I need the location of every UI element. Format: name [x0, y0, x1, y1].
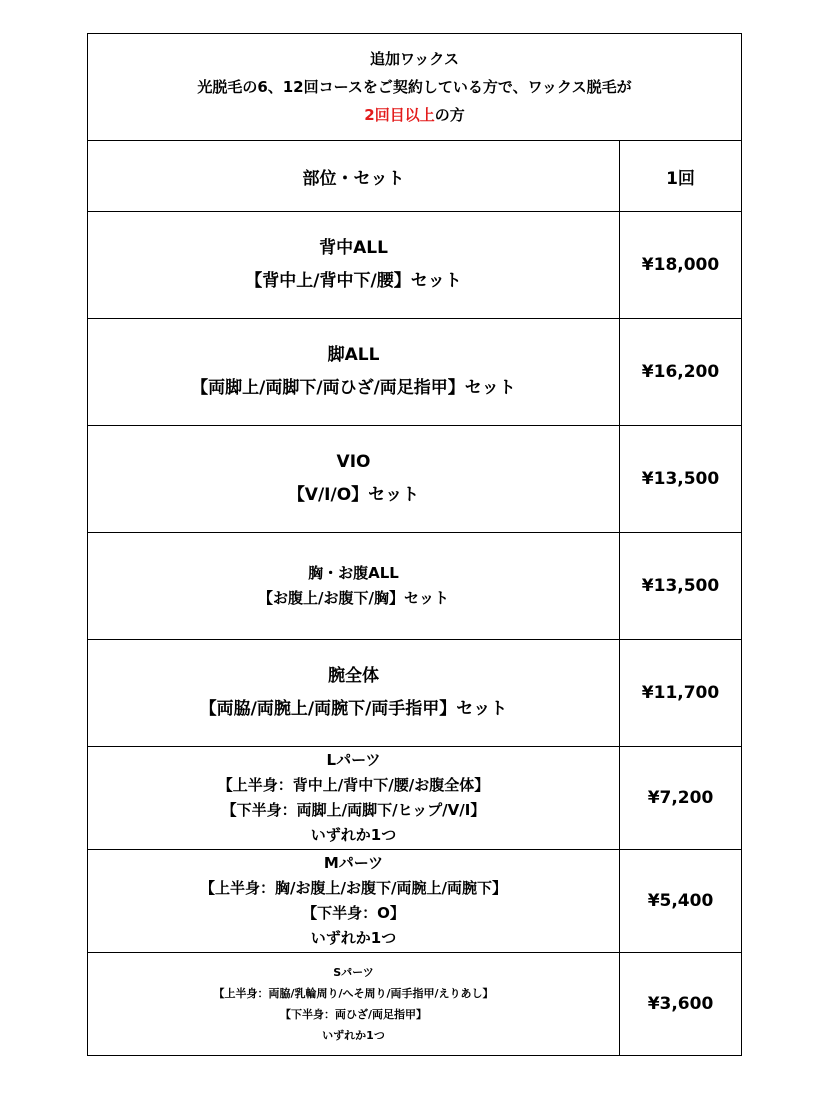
header-row: [88, 34, 742, 141]
item-title: VIO: [336, 452, 371, 472]
item-cell: [88, 953, 620, 1056]
item-cell: [88, 850, 620, 953]
column-header-row: [88, 141, 742, 212]
item-title: 腕全体: [328, 666, 379, 686]
item-cell: [88, 640, 620, 747]
column-header-price: 1回: [620, 141, 742, 212]
price-value: ¥3,600: [620, 953, 742, 1056]
price-value: ¥13,500: [620, 426, 742, 533]
header-condition-suffix: の方: [434, 106, 465, 124]
table-row: [88, 640, 742, 747]
column-header-item: 部位・セット: [88, 141, 620, 212]
table-row: [88, 212, 742, 319]
table-row: [88, 953, 742, 1056]
item-note: いずれか1つ: [310, 826, 397, 844]
table-row: [88, 850, 742, 953]
item-cell: [88, 212, 620, 319]
item-detail: 【お腹上/お腹下/胸】セット: [258, 589, 449, 607]
header-highlight: 2回目以上: [364, 106, 435, 124]
price-value: ¥11,700: [620, 640, 742, 747]
item-title: Lパーツ: [326, 751, 381, 769]
table-row: [88, 426, 742, 533]
table-row: [88, 533, 742, 640]
item-title: 胸・お腹ALL: [308, 564, 399, 582]
item-detail: 【上半身：胸/お腹上/お腹下/両腕上/両腕下】: [200, 879, 507, 897]
price-value: ¥5,400: [620, 850, 742, 953]
header-condition: 光脱毛の6、12回コースをご契約している方で、ワックス脱毛が: [197, 78, 632, 96]
item-cell: [88, 533, 620, 640]
price-value: ¥13,500: [620, 533, 742, 640]
price-value: ¥18,000: [620, 212, 742, 319]
item-note: いずれか1つ: [322, 1029, 385, 1042]
header-cell: [88, 34, 742, 141]
item-cell: [88, 319, 620, 426]
item-detail: 【下半身：両ひざ/両足指甲】: [279, 1008, 428, 1021]
item-detail: 【上半身：背中上/背中下/腰/お腹全体】: [217, 776, 490, 794]
item-detail: 【V/I/O】セット: [287, 485, 420, 505]
item-title: Mパーツ: [323, 854, 384, 872]
item-detail: 【上半身：両脇/乳輪周り/へそ周り/両手指甲/えりあし】: [213, 987, 494, 1000]
table-row: [88, 319, 742, 426]
item-detail: 【背中上/背中下/腰】セット: [245, 271, 462, 291]
item-detail: 【両脇/両腕上/両腕下/両手指甲】セット: [199, 699, 508, 719]
item-title: Sパーツ: [333, 966, 374, 979]
item-detail: 【両脚上/両脚下/両ひざ/両足指甲】セット: [191, 378, 516, 398]
item-cell: [88, 747, 620, 850]
item-title: 背中ALL: [319, 238, 388, 258]
price-value: ¥16,200: [620, 319, 742, 426]
table-row: [88, 747, 742, 850]
item-detail: 【下半身：O】: [302, 904, 405, 922]
price-value: ¥7,200: [620, 747, 742, 850]
header-title: 追加ワックス: [369, 50, 460, 68]
item-cell: [88, 426, 620, 533]
item-note: いずれか1つ: [310, 929, 397, 947]
price-table: [87, 33, 742, 1056]
item-detail: 【下半身：両脚上/両脚下/ヒップ/V/I】: [221, 801, 486, 819]
header-condition-target: [88, 101, 741, 129]
item-title: 脚ALL: [327, 345, 380, 365]
